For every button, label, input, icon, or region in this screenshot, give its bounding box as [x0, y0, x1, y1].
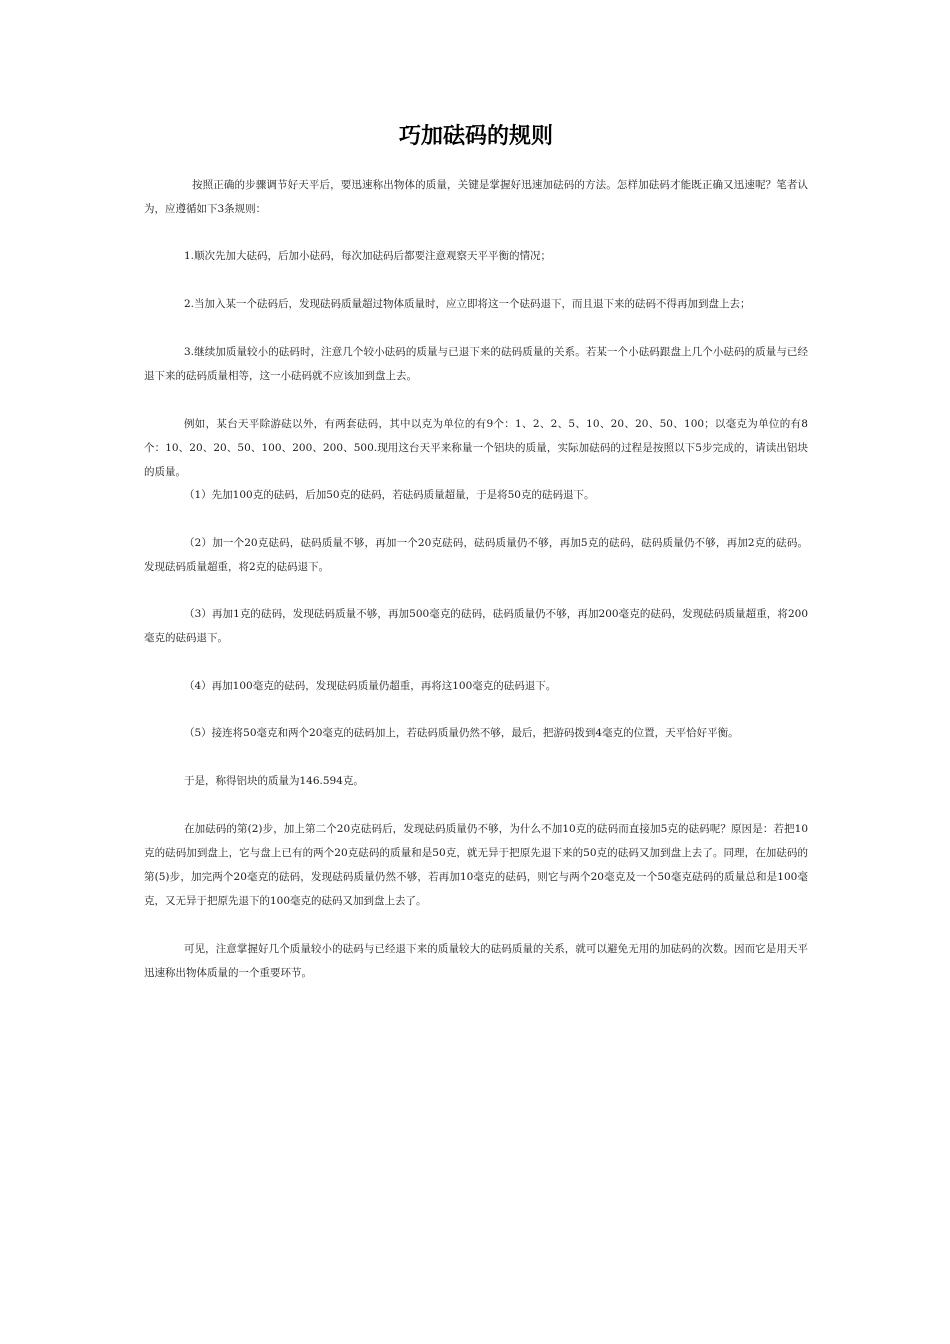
- paragraph-step-3: （3）再加1克的砝码，发现砝码质量不够，再加500毫克的砝码，砝码质量仍不够，再加200毫克的砝码，发现砝码质量超重，将200毫克的砝码退下。: [144, 608, 808, 644]
- paragraph-intro: 按照正确的步骤调节好天平后，要迅速称出物体的质量，关键是掌握好迅速加砝码的方法。怎样加砝码才能既正确又迅速呢？笔者认为，应遵循如下3条规则：: [144, 179, 808, 215]
- paragraph-step-4: （4）再加100毫克的砝码，发现砝码质量仍超重，再将这100毫克的砝码退下。: [184, 680, 557, 692]
- paragraph-step-2: （2）加一个20克砝码，砝码质量不够，再加一个20克砝码，砝码质量仍不够，再加5克的砝码，砝码质量仍不够，再加2克的砝码。发现砝码质量超重，将2克的砝码退下。: [144, 537, 808, 573]
- paragraph-example: 例如，某台天平除游砝以外，有两套砝码，其中以克为单位的有9个：1、2、2、5、10、20、20、50、100；以毫克为单位的有8个：10、20、20、50、100、200、200、500.现用这台天平来称量一个铝块的质量，实际加砝码的过程是按照以下5步完成的，请读出铝块的质量。: [144, 418, 808, 478]
- paragraph-rule-1: 1.顺次先加大砝码，后加小砝码，每次加砝码后都要注意观察天平平衡的情况；: [184, 250, 552, 262]
- paragraph-conclusion: 可见，注意掌握好几个质量较小的砝码与已经退下来的质量较大的砝码质量的关系，就可以避免无用的加砝码的次数。因而它是用天平迅速称出物体质量的一个重要环节。: [144, 943, 808, 979]
- paragraph-rule-2: 2.当加入某一个砝码后，发现砝码质量超过物体质量时，应立即将这一个砝码退下，而且退下来的砝码不得再加到盘上去；: [184, 298, 751, 310]
- paragraph-rule-3: 3.继续加质量较小的砝码时，注意几个较小砝码的质量与已退下来的砝码质量的关系。若某一个小砝码跟盘上几个小砝码的质量与已经退下来的砝码质量相等，这一小砝码就不应该加到盘上去。: [144, 346, 808, 382]
- paragraph-step-1: （1）先加100克的砝码，后加50克的砝码，若砝码质量超量，于是将50克的砝码退下。: [184, 489, 595, 501]
- paragraph-result: 于是，称得铝块的质量为146.594克。: [184, 775, 364, 787]
- paragraph-explanation: 在加砝码的第(2)步，加上第二个20克砝码后，发现砝码质量仍不够，为什么不加10克的砝码而直接加5克的砝码呢？原因是：若把10克的砝码加到盘上，它与盘上已有的两个20克砝码的质量和是50克，就无异于把原先退下来的50克的砝码又加到盘上去了。同理，在加砝码的第(5)步，加完两个20毫克的砝码，发现砝码质量仍然不够，若再加10毫克的砝码，则它与两个20毫克及一个50毫克砝码的质量总和是100毫克，又无异于把原先退下的100毫克的砝码又加到盘上去了。: [144, 823, 808, 907]
- document-title: 巧加砝码的规则: [398, 124, 553, 149]
- paragraph-step-5: （5）接连将50毫克和两个20毫克的砝码加上，若砝码质量仍然不够，最后，把游码拨到4毫克的位置，天平恰好平衡。: [184, 727, 739, 739]
